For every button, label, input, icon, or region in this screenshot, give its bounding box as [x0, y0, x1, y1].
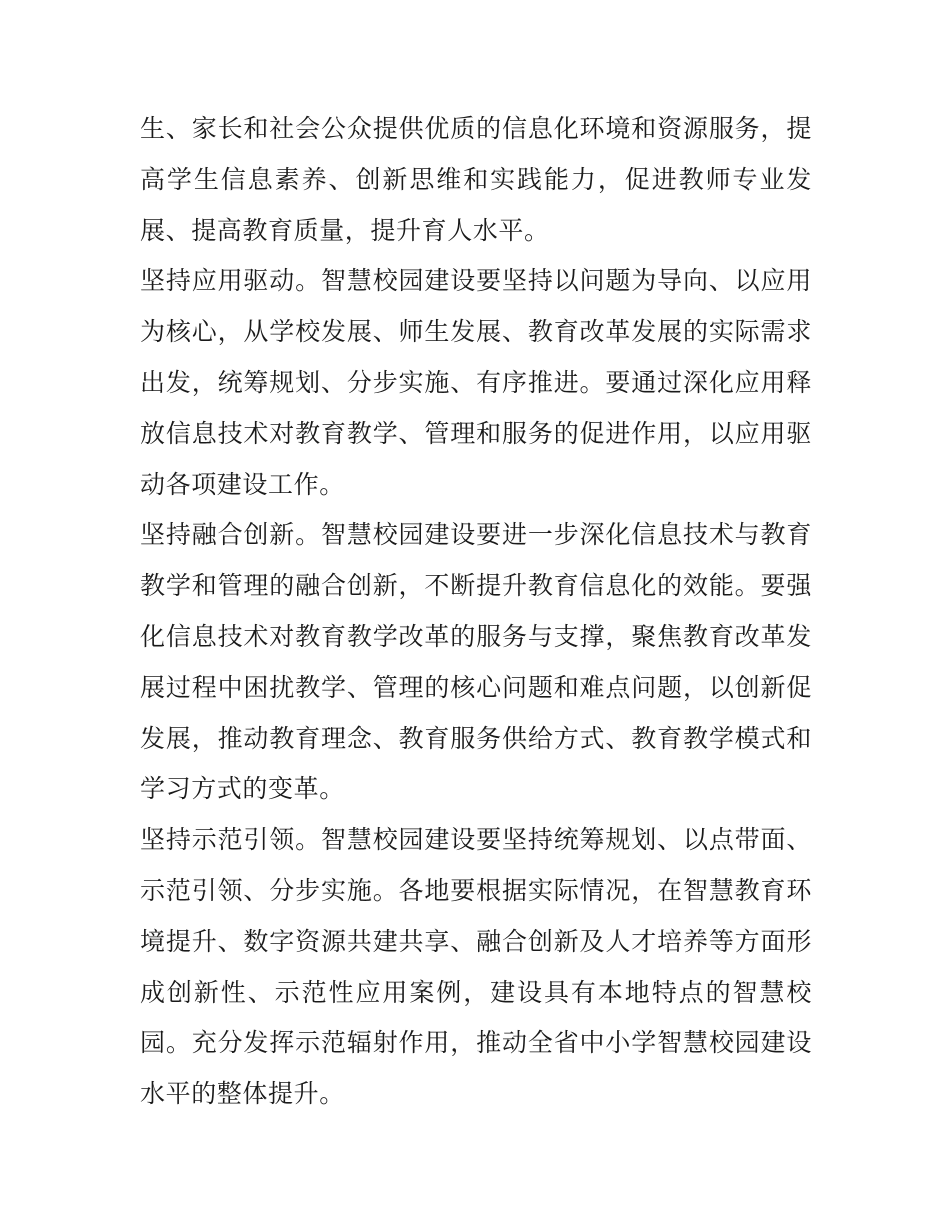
- paragraph-application-driven: 坚持应用驱动。智慧校园建设要坚持以问题为导向、以应用为核心，从学校发展、师生发展、教育改革发展的实际需求出发，统筹规划、分步实施、有序推进。要通过深化应用释放信息技术对教育教学、管理和服务的促进作用，以应用驱动各项建设工作。: [140, 266, 812, 499]
- paragraph-integration-innovation: 坚持融合创新。智慧校园建设要进一步深化信息技术与教育教学和管理的融合创新，不断提升教育信息化的效能。要强化信息技术对教育教学改革的服务与支撑，聚焦教育改革发展过程中困扰教学、管理的核心问题和难点问题，以创新促发展，推动教育理念、教育服务供给方式、教育教学模式和学习方式的变革。: [140, 520, 812, 804]
- document-body: [140, 104, 812, 1120]
- paragraph-demonstration-leading: 坚持示范引领。智慧校园建设要坚持统筹规划、以点带面、示范引领、分步实施。各地要根据实际情况，在智慧教育环境提升、数字资源共建共享、融合创新及人才培养等方面形成创新性、示范性应用案例，建设具有本地特点的智慧校园。充分发挥示范辐射作用，推动全省中小学智慧校园建设水平的整体提升。: [140, 825, 812, 1109]
- paragraph-intro-continuation: 生、家长和社会公众提供优质的信息化环境和资源服务，提高学生信息素养、创新思维和实践能力，促进教师专业发展、提高教育质量，提升育人水平。: [140, 114, 812, 245]
